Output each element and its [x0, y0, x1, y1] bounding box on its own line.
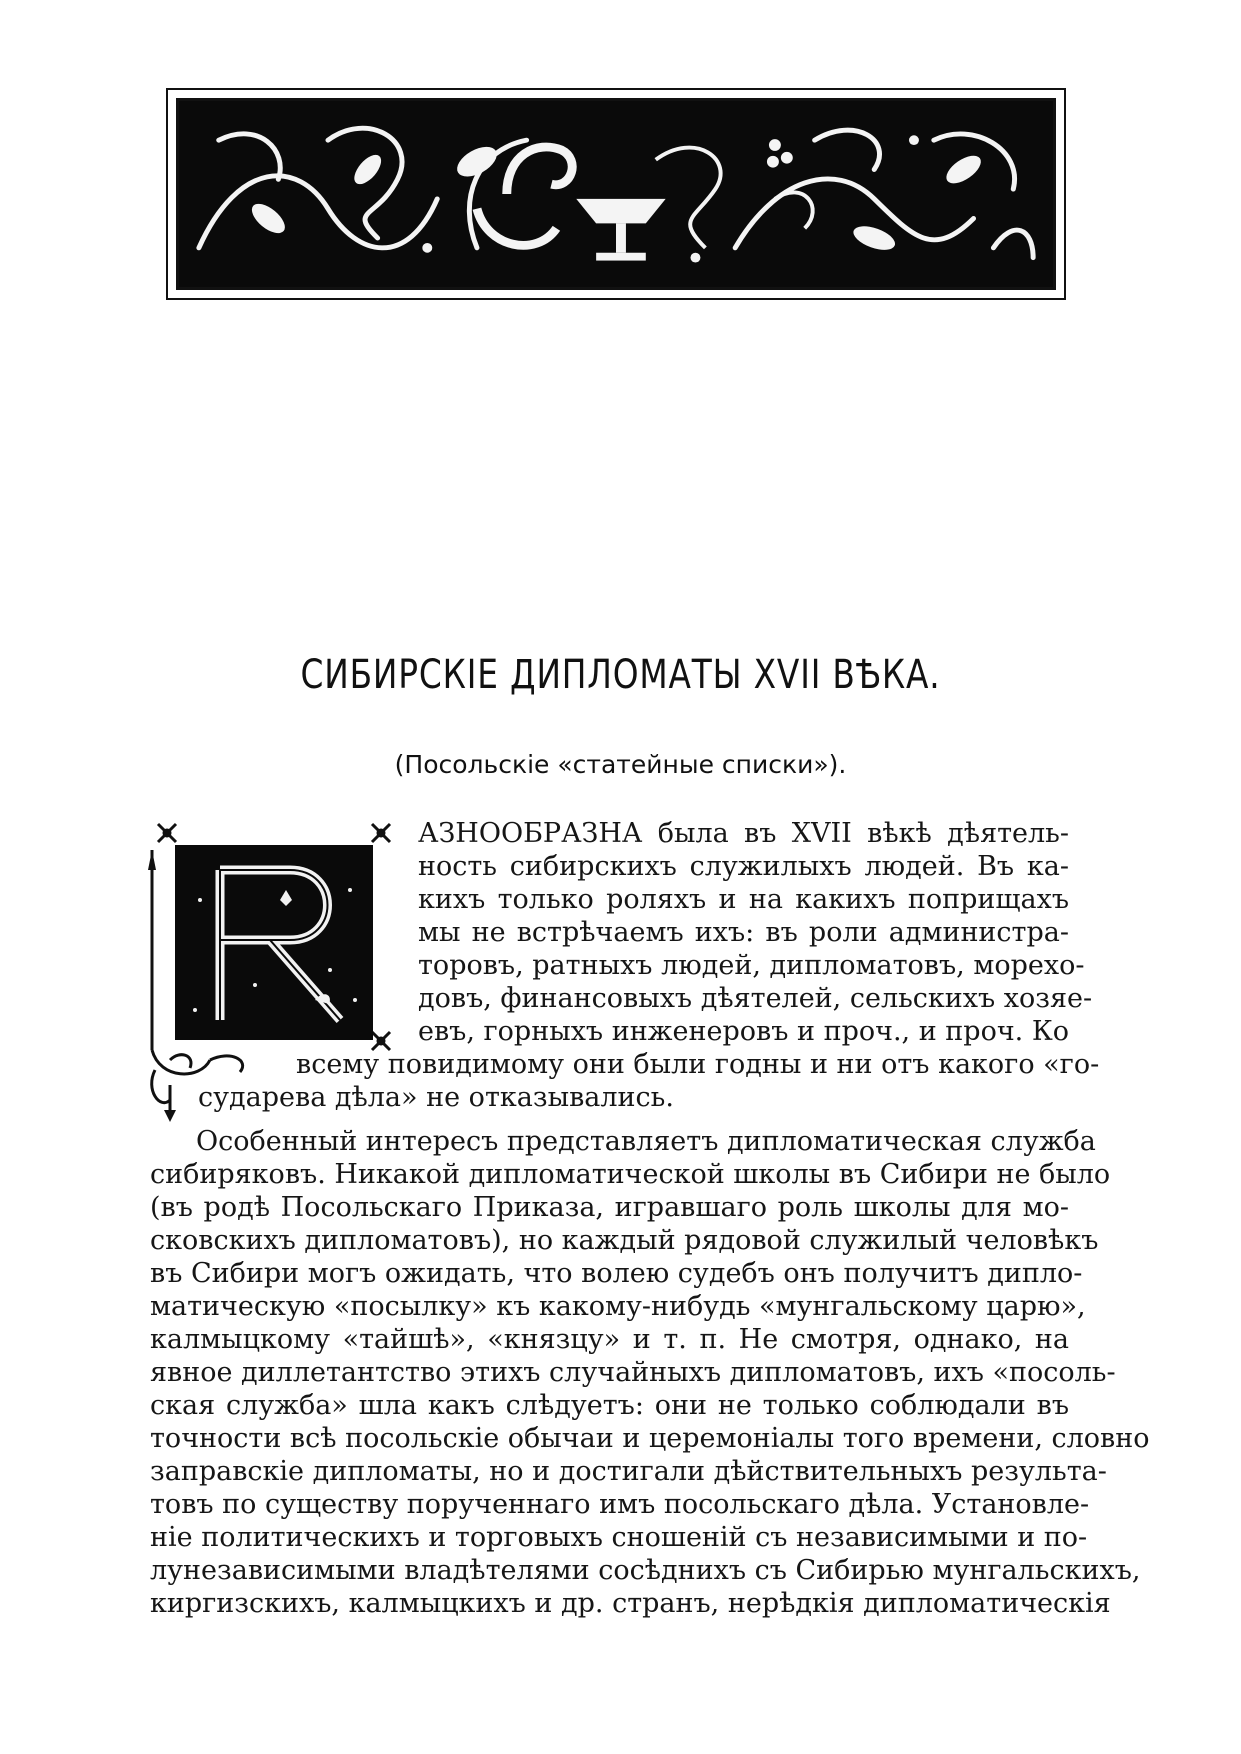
paragraph1-line: сударева дѣла» не отказывались. — [198, 1082, 674, 1113]
page-subtitle: (Посольскіе «статейные списки»). — [394, 750, 847, 779]
paragraph2-line: ніе политическихъ и торговыхъ сношеній съ независимыми и по- — [150, 1522, 1088, 1553]
paragraph2-line: калмыцкому «тайшѣ», «князцу» и т. п. Не смотря, однако, на — [150, 1324, 1069, 1355]
ornamental-headpiece — [166, 88, 1066, 300]
paragraph1-line: всему повидимому они были годны и ни отъ какого «го- — [296, 1049, 1100, 1080]
paragraph2-line: киргизскихъ, калмыцкихъ и др. странъ, нерѣдкія дипломатическія — [150, 1588, 1111, 1619]
paragraph1-line: довъ, финансовыхъ дѣятелей, сельскихъ хозяе- — [418, 983, 1093, 1014]
paragraph1-line: АЗНООБРАЗНА была въ XVII вѣкѣ дѣятель- — [418, 818, 1069, 849]
paragraph1-line: кихъ только роляхъ и на какихъ поприщахъ — [418, 884, 1069, 915]
floral-ornament-icon — [176, 98, 1056, 290]
paragraph2-line: сковскихъ дипломатовъ), но каждый рядовой служилый человѣкъ — [150, 1225, 1099, 1256]
paragraph2-line: товъ по существу порученнаго имъ посольскаго дѣла. Установле- — [150, 1489, 1090, 1520]
paragraph2-line: (въ родѣ Посольскаго Приказа, игравшаго роль школы для мо- — [150, 1192, 1069, 1223]
paragraph1-line: мы не встрѣчаемъ ихъ: въ роли администра- — [418, 917, 1069, 948]
paragraph2-line: ская служба» шла какъ слѣдуетъ: они не только соблюдали въ — [150, 1390, 1069, 1421]
page-title: СИБИРСКІЕ ДИПЛОМАТЫ XVII ВѢКА. — [300, 652, 941, 698]
paragraph2-line: матическую «посылку» къ какому-нибудь «мунгальскому царю», — [150, 1291, 1086, 1322]
paragraph2-line: сибиряковъ. Никакой дипломатической школы въ Сибири не было — [150, 1159, 1111, 1190]
paragraph2-line: точности всѣ посольскіе обычаи и церемоніалы того времени, словно — [150, 1423, 1150, 1454]
paragraph2-line: въ Сибири могъ ожидать, что волею судебъ онъ получитъ дипло- — [150, 1258, 1083, 1289]
paragraph1-line: ность сибирскихъ служилыхъ людей. Въ ка- — [418, 851, 1069, 882]
paragraph2-line: заправскіе дипломаты, но и достигали дѣйствительныхъ результа- — [150, 1456, 1107, 1487]
paragraph2-line: лунезависимыми владѣтелями сосѣднихъ съ Сибирью мунгальскихъ, — [150, 1555, 1141, 1586]
paragraph2-line: явное диллетантство этихъ случайныхъ дипломатовъ, ихъ «посоль- — [150, 1357, 1116, 1388]
paragraph1-line: евъ, горныхъ инженеровъ и проч., и проч. Ко — [418, 1016, 1069, 1047]
paragraph1-line: торовъ, ратныхъ людей, дипломатовъ, морехо- — [418, 950, 1085, 981]
paragraph2-line: Особенный интересъ представляетъ дипломатическая служба — [196, 1126, 1096, 1157]
